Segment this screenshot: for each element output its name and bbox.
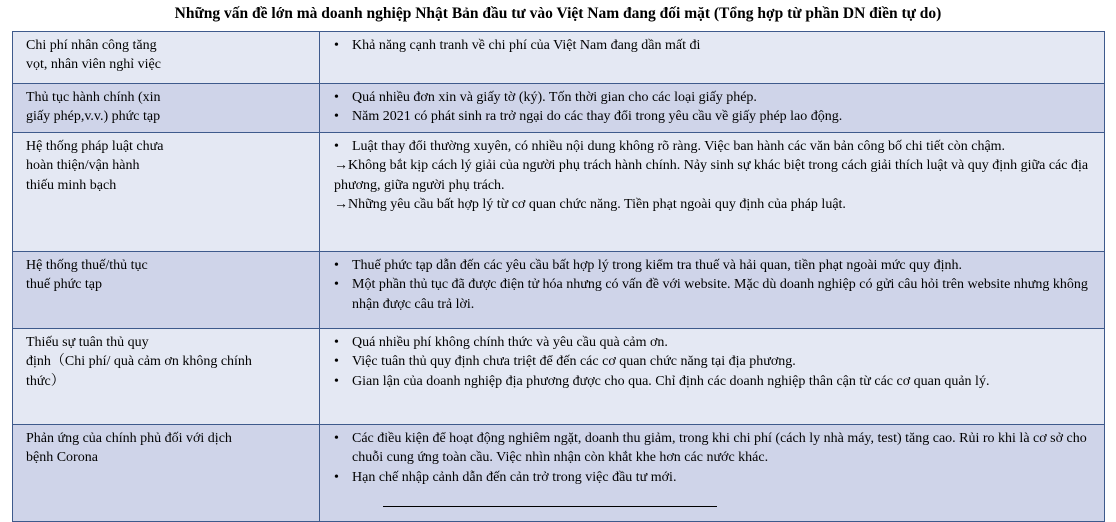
detail-arrow-note: →Những yêu cầu bất hợp lý từ cơ quan chức năng. Tiền phạt ngoài quy định của pháp luật.	[334, 197, 846, 213]
detail-text: Năm 2021 có phát sinh ra trở ngại do các thay đổi trong yêu cầu về giấy phép lao động.	[352, 109, 843, 125]
issue-label-line: thuế phức tạp	[26, 277, 103, 293]
issue-label-line: vọt, nhân viên nghỉ việc	[26, 57, 161, 73]
detail-bullet-list	[334, 36, 1096, 55]
bullet-icon: •	[334, 335, 339, 350]
detail-text: Luật thay đổi thường xuyên, có nhiều nội dung không rõ ràng. Việc ban hành các văn bản công bố chi tiết còn chậm.	[352, 139, 1006, 154]
issue-label-line: định（Chi phí/ quà cảm ơn không chính	[26, 354, 252, 370]
page-title: Những vấn đề lớn mà doanh nghiệp Nhật Bản đầu tư vào Việt Nam đang đối mặt (Tổng hợp từ phần DN điền tự do)	[174, 5, 942, 22]
detail-text: Thuế phức tạp dẫn đến các yêu cầu bất hợp lý trong kiểm tra thuế và hải quan, tiền phạt ngoài mức quy định.	[352, 258, 963, 273]
issue-details-cell	[320, 252, 1105, 329]
bullet-icon: •	[334, 431, 339, 446]
issue-details-cell	[320, 133, 1105, 252]
list-item	[334, 256, 1096, 275]
footer-divider	[383, 506, 717, 507]
bullet-icon: •	[334, 38, 339, 53]
issue-details-cell	[320, 32, 1105, 84]
issue-label-cell	[13, 84, 320, 133]
issue-label-line: thức）	[26, 373, 65, 389]
detail-bullet-list	[334, 256, 1096, 314]
detail-bullet-list	[334, 137, 1096, 156]
issue-label-line: bệnh Corona	[26, 450, 98, 466]
detail-bullet-list	[334, 333, 1096, 391]
table-row-compliance	[13, 329, 1105, 425]
issue-label-cell	[13, 32, 320, 84]
list-item	[334, 352, 1096, 371]
list-item	[334, 333, 1096, 352]
issue-label-line: Hệ thống thuế/thủ tục	[26, 258, 148, 273]
issue-label-cell	[13, 133, 320, 252]
detail-text: Một phần thủ tục đã được điện tử hóa nhưng có vấn đề với website. Mặc dù doanh nghiệp có gửi câu hỏi trên website nhưng không nhận được câu trả lời.	[352, 277, 1088, 312]
issue-label-cell	[13, 329, 320, 425]
issue-label-line: giấy phép,v.v.) phức tạp	[26, 109, 161, 125]
list-item	[334, 88, 1096, 107]
bullet-icon: •	[334, 469, 339, 485]
table-row-labor-cost	[13, 32, 1105, 84]
detail-text: Hạn chế nhập cảnh dẫn đến cản trở trong việc đầu tư mới.	[352, 469, 677, 485]
list-item	[334, 429, 1096, 468]
table-row-legal-system	[13, 133, 1105, 252]
bullet-icon: •	[334, 90, 339, 105]
bullet-icon: •	[334, 139, 339, 154]
issue-label-line: Thủ tục hành chính (xin	[26, 90, 161, 105]
detail-bullet-list	[334, 88, 1096, 127]
issue-details-cell	[320, 329, 1105, 425]
issues-table	[12, 31, 1105, 522]
issue-label-line: Hệ thống pháp luật chưa	[26, 139, 164, 154]
list-item	[334, 275, 1096, 314]
detail-text: Việc tuân thủ quy định chưa triệt để đến các cơ quan chức năng tại địa phương.	[352, 354, 796, 370]
bullet-icon: •	[334, 277, 339, 293]
list-item	[334, 137, 1096, 156]
bullet-icon: •	[334, 109, 339, 125]
bullet-icon: •	[334, 258, 339, 273]
list-item	[334, 468, 1096, 487]
detail-text: Gian lận của doanh nghiệp địa phương được cho qua. Chỉ định các doanh nghiệp thân cận từ các cơ quan quản lý.	[352, 373, 990, 389]
issue-label-cell	[13, 252, 320, 329]
table-row-tax-system	[13, 252, 1105, 329]
issue-label-line: thiếu minh bạch	[26, 177, 117, 193]
list-item	[334, 36, 1096, 55]
detail-bullet-list	[334, 429, 1096, 487]
detail-text: Khả năng cạnh tranh về chi phí của Việt Nam đang dần mất đi	[352, 38, 701, 53]
list-item	[334, 372, 1096, 391]
bullet-icon: •	[334, 354, 339, 370]
detail-text: Quá nhiều đơn xin và giấy tờ (ký). Tốn thời gian cho các loại giấy phép.	[352, 90, 757, 105]
issue-details-cell	[320, 84, 1105, 133]
detail-arrow-note: →Không bắt kịp cách lý giải của người phụ trách hành chính. Nảy sinh sự khác biệt trong cách giải thích luật và quy định giữa các địa phương, giữa người phụ trách.	[334, 158, 1089, 193]
issue-label-cell	[13, 425, 320, 522]
issue-label-line: hoàn thiện/vận hành	[26, 158, 140, 174]
detail-text: Quá nhiều phí không chính thức và yêu cầu quà cảm ơn.	[352, 335, 668, 350]
issue-label-line: Phản ứng của chính phủ đối với dịch	[26, 431, 232, 446]
table-row-admin-procedures	[13, 84, 1105, 133]
list-item	[334, 107, 1096, 126]
detail-text: Các điều kiện để hoạt động nghiêm ngặt, doanh thu giảm, trong khi chi phí (cách ly nhà máy, test) tăng cao. Rủi ro khi là cơ sở cho chuỗi cung ứng toàn cầu. Việc nhìn nhận còn khắt khe hơn các nước khác.	[352, 431, 1087, 466]
issue-label-line: Chi phí nhân công tăng	[26, 38, 157, 53]
issues-table-body	[13, 32, 1105, 522]
issue-label-line: Thiếu sự tuân thủ quy	[26, 335, 149, 350]
bullet-icon: •	[334, 373, 339, 389]
